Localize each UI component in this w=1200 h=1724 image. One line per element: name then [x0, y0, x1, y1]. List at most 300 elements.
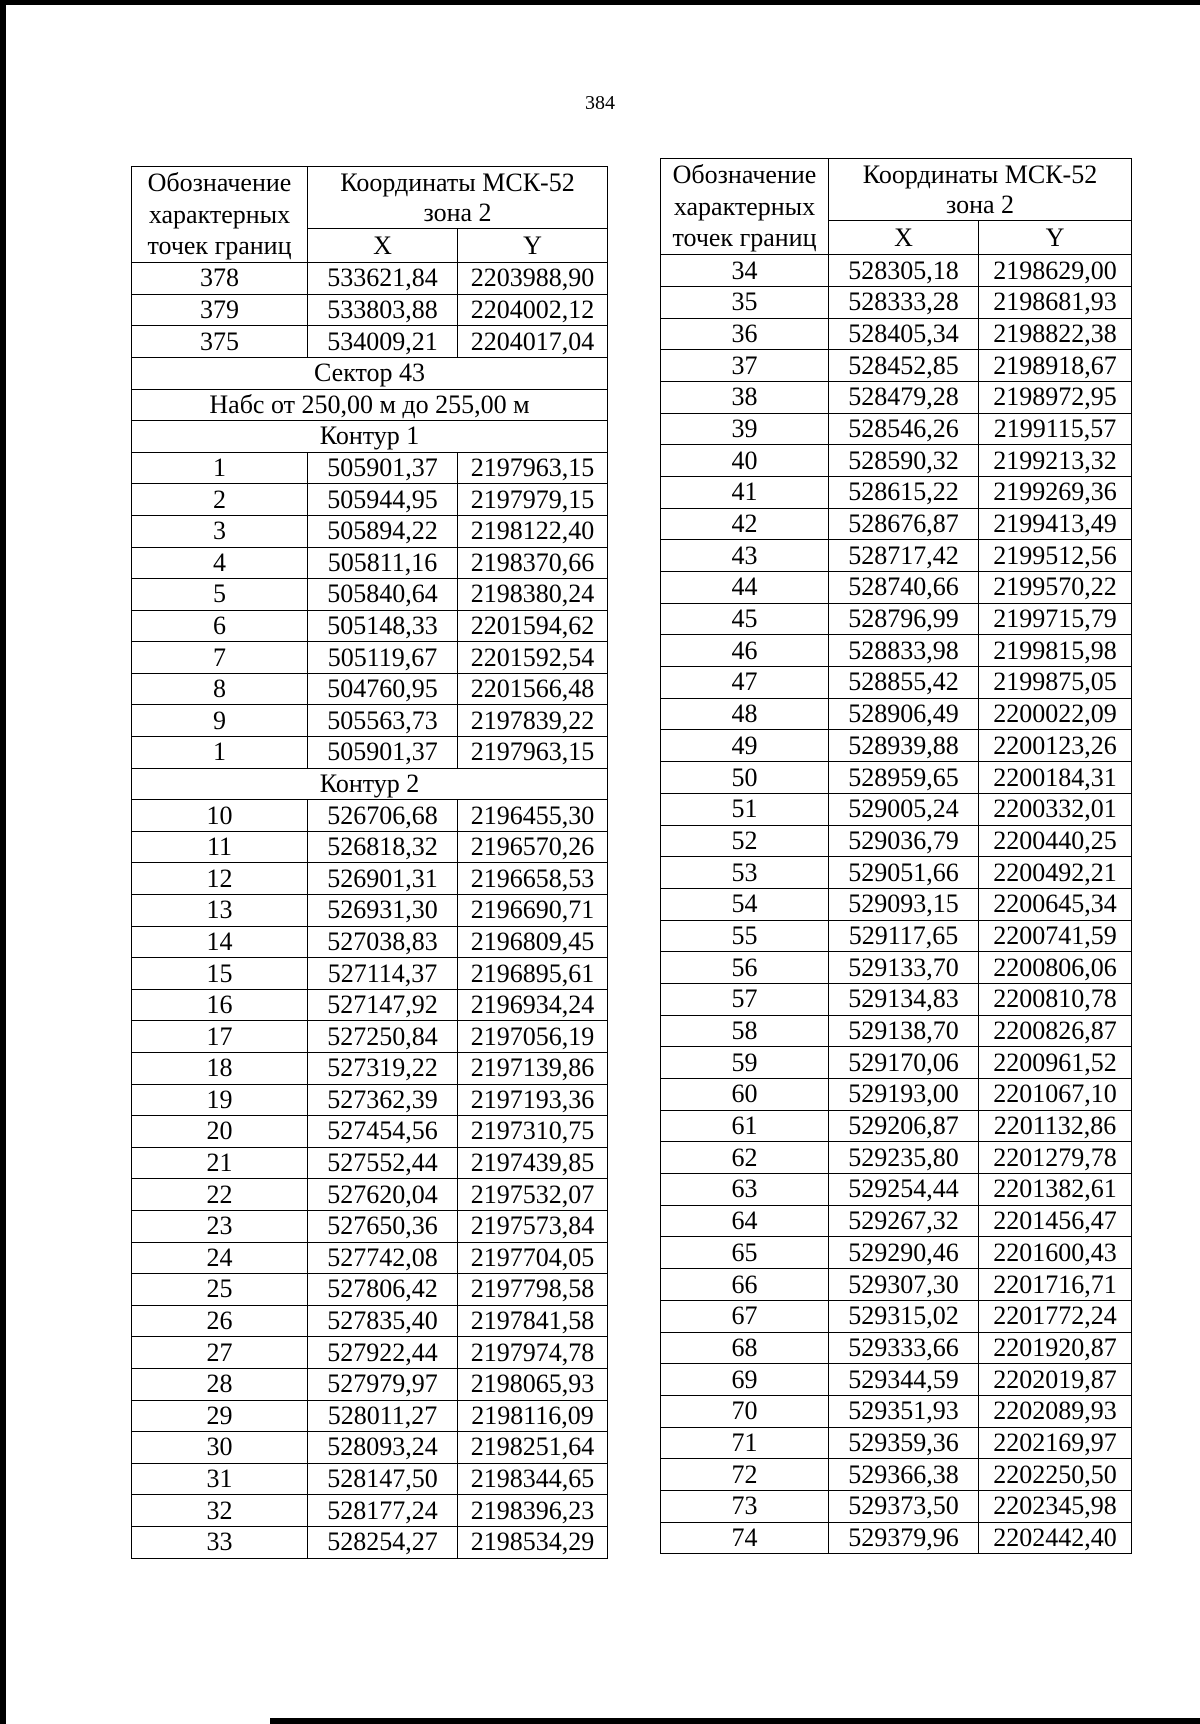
x-coordinate-cell: 505840,64: [308, 579, 458, 611]
x-coordinate-cell: 528717,42: [829, 540, 979, 572]
x-coordinate-cell: 528796,99: [829, 603, 979, 635]
y-coordinate-cell: 2200440,25: [979, 825, 1132, 857]
table-row: [132, 1463, 608, 1495]
point-id-cell: 44: [661, 572, 829, 604]
y-coordinate-cell: 2197979,15: [458, 484, 608, 516]
point-id-cell: 4: [132, 547, 308, 579]
table-row: [661, 286, 1132, 318]
x-coordinate-cell: 529093,15: [829, 888, 979, 920]
table-row: [132, 1495, 608, 1527]
table-row: [661, 1300, 1132, 1332]
y-coordinate-cell: 2200492,21: [979, 857, 1132, 889]
y-coordinate-cell: 2201067,10: [979, 1079, 1132, 1111]
table-row: [132, 1337, 608, 1369]
section-row: [132, 357, 608, 389]
y-coordinate-cell: 2202250,50: [979, 1459, 1132, 1491]
x-coordinate-cell: 529138,70: [829, 1015, 979, 1047]
coordinates-header: Координаты МСК-52 зона 2: [308, 167, 608, 229]
table-row: [132, 1274, 608, 1306]
y-coordinate-cell: 2198370,66: [458, 547, 608, 579]
table-row: [132, 958, 608, 990]
point-id-cell: 17: [132, 1021, 308, 1053]
y-coordinate-cell: 2201279,78: [979, 1142, 1132, 1174]
point-id-cell: 8: [132, 673, 308, 705]
point-id-cell: 63: [661, 1174, 829, 1206]
table-row: [661, 1015, 1132, 1047]
y-coordinate-cell: 2198251,64: [458, 1432, 608, 1464]
y-coordinate-cell: 2202345,98: [979, 1490, 1132, 1522]
y-coordinate-cell: 2196658,53: [458, 863, 608, 895]
y-coordinate-cell: 2203988,90: [458, 263, 608, 295]
point-id-cell: 54: [661, 888, 829, 920]
table-row: [661, 1269, 1132, 1301]
x-coordinate-cell: 528254,27: [308, 1526, 458, 1558]
point-id-cell: 59: [661, 1047, 829, 1079]
table-row: [661, 762, 1132, 794]
y-coordinate-cell: 2201920,87: [979, 1332, 1132, 1364]
x-coordinate-cell: 527147,92: [308, 989, 458, 1021]
x-coordinate-cell: 533621,84: [308, 263, 458, 295]
x-coordinate-cell: 528405,34: [829, 318, 979, 350]
x-coordinate-cell: 527454,56: [308, 1116, 458, 1148]
x-coordinate-cell: 505894,22: [308, 515, 458, 547]
y-coordinate-cell: 2200184,31: [979, 762, 1132, 794]
table-row: [132, 1084, 608, 1116]
table-row: [661, 1364, 1132, 1396]
table-row: [132, 1053, 608, 1085]
x-coordinate-cell: 527319,22: [308, 1053, 458, 1085]
x-coordinate-cell: 505901,37: [308, 452, 458, 484]
point-id-cell: 35: [661, 286, 829, 318]
y-coordinate-cell: 2200645,34: [979, 888, 1132, 920]
y-coordinate-cell: 2204017,04: [458, 326, 608, 358]
scan-border-top: [0, 0, 1200, 5]
x-coordinate-cell: 529134,83: [829, 983, 979, 1015]
x-coordinate-cell: 529005,24: [829, 793, 979, 825]
point-id-cell: 379: [132, 294, 308, 326]
point-id-cell: 73: [661, 1490, 829, 1522]
y-coordinate-cell: 2201456,47: [979, 1205, 1132, 1237]
y-coordinate-cell: 2199715,79: [979, 603, 1132, 635]
x-coordinate-cell: 526901,31: [308, 863, 458, 895]
y-coordinate-cell: 2201592,54: [458, 642, 608, 674]
point-id-cell: 47: [661, 667, 829, 699]
table-row: [132, 610, 608, 642]
y-coordinate-cell: 2197839,22: [458, 705, 608, 737]
table-row: [661, 255, 1132, 287]
section-title: Контур 2: [132, 768, 608, 800]
point-id-cell: 20: [132, 1116, 308, 1148]
table-row: [132, 326, 608, 358]
table-row: [661, 381, 1132, 413]
point-id-cell: 45: [661, 603, 829, 635]
y-coordinate-cell: 2201566,48: [458, 673, 608, 705]
x-coordinate-cell: 529036,79: [829, 825, 979, 857]
y-coordinate-cell: 2200961,52: [979, 1047, 1132, 1079]
y-coordinate-cell: 2197193,36: [458, 1084, 608, 1116]
table-row: [132, 895, 608, 927]
coordinates-header: Координаты МСК-52 зона 2: [829, 159, 1132, 221]
table-row: [661, 920, 1132, 952]
table-row: [661, 413, 1132, 445]
y-coordinate-cell: 2197963,15: [458, 737, 608, 769]
table-row: [132, 1526, 608, 1558]
y-coordinate-cell: 2199269,36: [979, 476, 1132, 508]
right-coordinates-table: [660, 158, 1132, 1554]
table-row: [132, 926, 608, 958]
x-coordinate-cell: 529206,87: [829, 1110, 979, 1142]
y-coordinate-cell: 2197439,85: [458, 1147, 608, 1179]
table-row: [661, 1427, 1132, 1459]
y-coordinate-cell: 2197056,19: [458, 1021, 608, 1053]
point-id-cell: 5: [132, 579, 308, 611]
table-row: [661, 983, 1132, 1015]
point-id-cell: 27: [132, 1337, 308, 1369]
table-row: [661, 1522, 1132, 1554]
y-coordinate-cell: 2200741,59: [979, 920, 1132, 952]
x-coordinate-cell: 528305,18: [829, 255, 979, 287]
point-id-cell: 1: [132, 452, 308, 484]
y-coordinate-cell: 2201382,61: [979, 1174, 1132, 1206]
point-id-cell: 55: [661, 920, 829, 952]
point-id-cell: 13: [132, 895, 308, 927]
table-row: [661, 1079, 1132, 1111]
x-coordinate-cell: 527742,08: [308, 1242, 458, 1274]
point-id-cell: 23: [132, 1210, 308, 1242]
y-coordinate-cell: 2198396,23: [458, 1495, 608, 1527]
y-coordinate-cell: 2198972,95: [979, 381, 1132, 413]
x-coordinate-cell: 528546,26: [829, 413, 979, 445]
y-coordinate-cell: 2198918,67: [979, 350, 1132, 382]
x-coordinate-cell: 528855,42: [829, 667, 979, 699]
point-id-cell: 9: [132, 705, 308, 737]
x-coordinate-cell: 505119,67: [308, 642, 458, 674]
y-coordinate-cell: 2197841,58: [458, 1305, 608, 1337]
x-coordinate-cell: 528177,24: [308, 1495, 458, 1527]
y-coordinate-cell: 2200826,87: [979, 1015, 1132, 1047]
y-coordinate-cell: 2197963,15: [458, 452, 608, 484]
point-id-cell: 24: [132, 1242, 308, 1274]
table-row: [132, 515, 608, 547]
x-coordinate-cell: 534009,21: [308, 326, 458, 358]
y-coordinate-cell: 2196934,24: [458, 989, 608, 1021]
point-id-cell: 34: [661, 255, 829, 287]
point-id-cell: 69: [661, 1364, 829, 1396]
y-coordinate-cell: 2196895,61: [458, 958, 608, 990]
x-coordinate-cell: 505148,33: [308, 610, 458, 642]
point-id-cell: 6: [132, 610, 308, 642]
point-id-cell: 16: [132, 989, 308, 1021]
y-coordinate-cell: 2200806,06: [979, 952, 1132, 984]
table-row: [661, 1332, 1132, 1364]
x-coordinate-cell: 529290,46: [829, 1237, 979, 1269]
x-coordinate-cell: 529117,65: [829, 920, 979, 952]
x-coordinate-cell: 529051,66: [829, 857, 979, 889]
x-coordinate-cell: 529373,50: [829, 1490, 979, 1522]
y-coordinate-cell: 2202019,87: [979, 1364, 1132, 1396]
point-id-cell: 72: [661, 1459, 829, 1491]
x-coordinate-cell: 529359,36: [829, 1427, 979, 1459]
table-row: [661, 952, 1132, 984]
table-row: [132, 642, 608, 674]
x-coordinate-cell: 529366,38: [829, 1459, 979, 1491]
point-id-cell: 74: [661, 1522, 829, 1554]
point-id-cell: 43: [661, 540, 829, 572]
left-coordinates-table: [131, 166, 608, 1559]
table-row: [132, 547, 608, 579]
table-row: [132, 1021, 608, 1053]
table-row: [132, 1147, 608, 1179]
point-id-cell: 15: [132, 958, 308, 990]
y-coordinate-cell: 2202442,40: [979, 1522, 1132, 1554]
x-coordinate-cell: 528676,87: [829, 508, 979, 540]
x-coordinate-cell: 527620,04: [308, 1179, 458, 1211]
table-row: [661, 1459, 1132, 1491]
y-coordinate-cell: 2199512,56: [979, 540, 1132, 572]
y-coordinate-cell: 2198344,65: [458, 1463, 608, 1495]
table-row: [132, 989, 608, 1021]
x-coordinate-cell: 527250,84: [308, 1021, 458, 1053]
y-coordinate-cell: 2197974,78: [458, 1337, 608, 1369]
y-coordinate-cell: 2198822,38: [979, 318, 1132, 350]
x-coordinate-cell: 528939,88: [829, 730, 979, 762]
x-coordinate-cell: 526931,30: [308, 895, 458, 927]
point-id-cell: 46: [661, 635, 829, 667]
point-id-cell: 7: [132, 642, 308, 674]
point-id-cell: 41: [661, 476, 829, 508]
y-coordinate-cell: 2198629,00: [979, 255, 1132, 287]
y-coordinate-cell: 2199213,32: [979, 445, 1132, 477]
scan-border-bottom: [270, 1718, 1200, 1724]
x-coordinate-cell: 527552,44: [308, 1147, 458, 1179]
x-coordinate-cell: 528590,32: [829, 445, 979, 477]
section-row: [132, 421, 608, 453]
y-coordinate-cell: 2201772,24: [979, 1300, 1132, 1332]
y-coordinate-cell: 2200810,78: [979, 983, 1132, 1015]
point-id-cell: 10: [132, 800, 308, 832]
point-id-cell: 39: [661, 413, 829, 445]
y-coordinate-cell: 2199875,05: [979, 667, 1132, 699]
table-row: [132, 1400, 608, 1432]
y-coordinate-cell: 2197532,07: [458, 1179, 608, 1211]
x-coordinate-cell: 528615,22: [829, 476, 979, 508]
x-coordinate-cell: 528740,66: [829, 572, 979, 604]
table-row: [661, 635, 1132, 667]
y-coordinate-cell: 2200123,26: [979, 730, 1132, 762]
point-id-cell: 30: [132, 1432, 308, 1464]
table-row: [132, 1116, 608, 1148]
y-column-header: Y: [979, 221, 1132, 255]
table-row: [661, 540, 1132, 572]
x-coordinate-cell: 529170,06: [829, 1047, 979, 1079]
section-row: [132, 768, 608, 800]
y-coordinate-cell: 2196570,26: [458, 831, 608, 863]
point-id-cell: 18: [132, 1053, 308, 1085]
x-coordinate-cell: 526706,68: [308, 800, 458, 832]
point-id-cell: 1: [132, 737, 308, 769]
x-coordinate-cell: 529307,30: [829, 1269, 979, 1301]
point-id-cell: 71: [661, 1427, 829, 1459]
table-row: [661, 476, 1132, 508]
y-coordinate-cell: 2202089,93: [979, 1395, 1132, 1427]
point-id-cell: 25: [132, 1274, 308, 1306]
scan-border-left: [0, 0, 6, 1724]
x-coordinate-cell: 527362,39: [308, 1084, 458, 1116]
point-id-cell: 48: [661, 698, 829, 730]
point-id-cell: 14: [132, 926, 308, 958]
point-id-cell: 67: [661, 1300, 829, 1332]
x-coordinate-cell: 529344,59: [829, 1364, 979, 1396]
table-row: [661, 572, 1132, 604]
point-id-cell: 62: [661, 1142, 829, 1174]
point-id-cell: 66: [661, 1269, 829, 1301]
table-row: [132, 1179, 608, 1211]
point-id-cell: 49: [661, 730, 829, 762]
table-row: [132, 705, 608, 737]
y-coordinate-cell: 2197798,58: [458, 1274, 608, 1306]
x-coordinate-cell: 527650,36: [308, 1210, 458, 1242]
point-id-cell: 12: [132, 863, 308, 895]
point-id-cell: 29: [132, 1400, 308, 1432]
point-id-cell: 53: [661, 857, 829, 889]
y-coordinate-cell: 2202169,97: [979, 1427, 1132, 1459]
y-coordinate-cell: 2199115,57: [979, 413, 1132, 445]
x-coordinate-cell: 529333,66: [829, 1332, 979, 1364]
y-coordinate-cell: 2198065,93: [458, 1368, 608, 1400]
table-row: [661, 350, 1132, 382]
point-id-cell: 64: [661, 1205, 829, 1237]
table-row: [132, 1432, 608, 1464]
point-id-cell: 37: [661, 350, 829, 382]
point-id-cell: 375: [132, 326, 308, 358]
x-coordinate-cell: 528147,50: [308, 1463, 458, 1495]
section-title: Сектор 43: [132, 357, 608, 389]
x-coordinate-cell: 527114,37: [308, 958, 458, 990]
point-id-cell: 26: [132, 1305, 308, 1337]
y-column-header: Y: [458, 229, 608, 263]
x-coordinate-cell: 528833,98: [829, 635, 979, 667]
point-id-cell: 70: [661, 1395, 829, 1427]
x-coordinate-cell: 527038,83: [308, 926, 458, 958]
y-coordinate-cell: 2198534,29: [458, 1526, 608, 1558]
x-coordinate-cell: 529315,02: [829, 1300, 979, 1332]
point-id-cell: 38: [661, 381, 829, 413]
y-coordinate-cell: 2200332,01: [979, 793, 1132, 825]
point-id-cell: 21: [132, 1147, 308, 1179]
table-row: [132, 737, 608, 769]
point-id-cell: 61: [661, 1110, 829, 1142]
table-row: [661, 1490, 1132, 1522]
point-id-cell: 60: [661, 1079, 829, 1111]
point-id-cell: 33: [132, 1526, 308, 1558]
table-row: [132, 831, 608, 863]
point-id-cell: 22: [132, 1179, 308, 1211]
point-id-cell: 51: [661, 793, 829, 825]
table-row: [661, 1205, 1132, 1237]
point-id-cell: 11: [132, 831, 308, 863]
y-coordinate-cell: 2197310,75: [458, 1116, 608, 1148]
point-id-cell: 50: [661, 762, 829, 794]
table-row: [661, 1047, 1132, 1079]
table-row: [661, 857, 1132, 889]
y-coordinate-cell: 2196690,71: [458, 895, 608, 927]
x-coordinate-cell: 528452,85: [829, 350, 979, 382]
y-coordinate-cell: 2196809,45: [458, 926, 608, 958]
table-row: [661, 825, 1132, 857]
table-row: [132, 579, 608, 611]
table-row: [132, 1368, 608, 1400]
y-coordinate-cell: 2199413,49: [979, 508, 1132, 540]
y-coordinate-cell: 2201600,43: [979, 1237, 1132, 1269]
y-coordinate-cell: 2197573,84: [458, 1210, 608, 1242]
table-row: [132, 863, 608, 895]
x-coordinate-cell: 529254,44: [829, 1174, 979, 1206]
x-coordinate-cell: 528959,65: [829, 762, 979, 794]
point-id-cell: 52: [661, 825, 829, 857]
point-id-cell: 68: [661, 1332, 829, 1364]
table-row: [132, 1210, 608, 1242]
table-row: [661, 1237, 1132, 1269]
x-coordinate-cell: 505563,73: [308, 705, 458, 737]
page-number: 384: [585, 92, 615, 114]
point-id-cell: 57: [661, 983, 829, 1015]
table-row: [661, 603, 1132, 635]
y-coordinate-cell: 2198122,40: [458, 515, 608, 547]
y-coordinate-cell: 2196455,30: [458, 800, 608, 832]
x-coordinate-cell: 526818,32: [308, 831, 458, 863]
table-row: [132, 800, 608, 832]
section-row: [132, 389, 608, 421]
table-row: [132, 484, 608, 516]
point-id-cell: 378: [132, 263, 308, 295]
x-coordinate-cell: 529351,93: [829, 1395, 979, 1427]
x-coordinate-cell: 527806,42: [308, 1274, 458, 1306]
y-coordinate-cell: 2204002,12: [458, 294, 608, 326]
x-coordinate-cell: 529235,80: [829, 1142, 979, 1174]
y-coordinate-cell: 2199815,98: [979, 635, 1132, 667]
y-coordinate-cell: 2197704,05: [458, 1242, 608, 1274]
table-row: [661, 698, 1132, 730]
x-coordinate-cell: 527835,40: [308, 1305, 458, 1337]
x-coordinate-cell: 505944,95: [308, 484, 458, 516]
point-label-header: Обозначение характерных точек границ: [661, 159, 829, 255]
y-coordinate-cell: 2198116,09: [458, 1400, 608, 1432]
x-coordinate-cell: 529193,00: [829, 1079, 979, 1111]
section-title: Набс от 250,00 м до 255,00 м: [132, 389, 608, 421]
x-coordinate-cell: 529133,70: [829, 952, 979, 984]
y-coordinate-cell: 2201716,71: [979, 1269, 1132, 1301]
x-coordinate-cell: 505901,37: [308, 737, 458, 769]
y-coordinate-cell: 2197139,86: [458, 1053, 608, 1085]
point-id-cell: 32: [132, 1495, 308, 1527]
table-row: [661, 318, 1132, 350]
y-coordinate-cell: 2198681,93: [979, 286, 1132, 318]
y-coordinate-cell: 2201132,86: [979, 1110, 1132, 1142]
point-id-cell: 28: [132, 1368, 308, 1400]
point-id-cell: 42: [661, 508, 829, 540]
table-row: [132, 452, 608, 484]
table-row: [132, 263, 608, 295]
y-coordinate-cell: 2199570,22: [979, 572, 1132, 604]
table-row: [132, 294, 608, 326]
x-coordinate-cell: 528333,28: [829, 286, 979, 318]
section-title: Контур 1: [132, 421, 608, 453]
table-row: [132, 1305, 608, 1337]
y-coordinate-cell: 2201594,62: [458, 610, 608, 642]
point-id-cell: 31: [132, 1463, 308, 1495]
table-row: [661, 1395, 1132, 1427]
y-coordinate-cell: 2200022,09: [979, 698, 1132, 730]
